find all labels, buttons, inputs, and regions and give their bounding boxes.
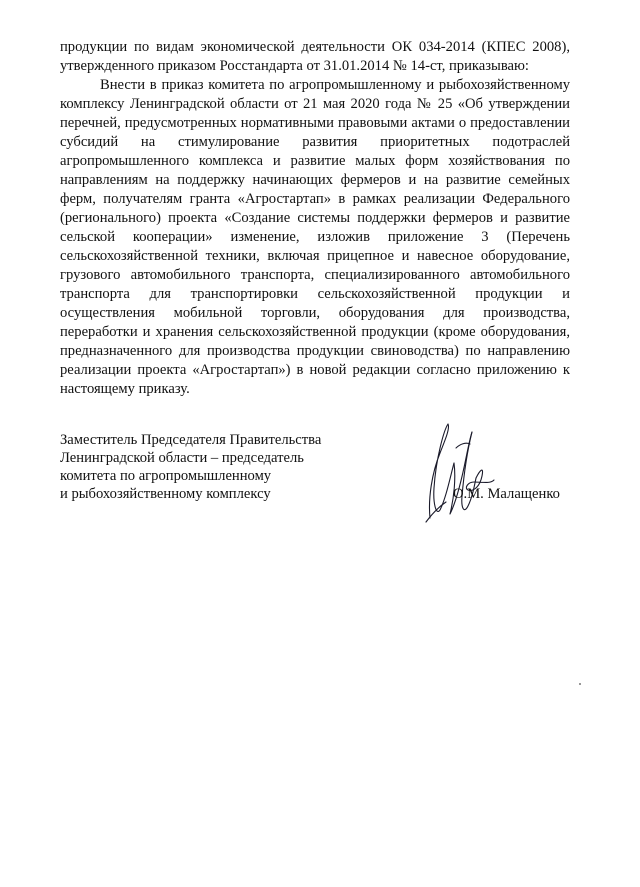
signatory-position (60, 431, 380, 503)
paragraph-intro: продукции по видам экономической деятельности ОК 034-2014 (КПЕС 2008), утвержденного приказом Росстандарта от 31.01.2014 № 14-ст, приказываю: (60, 39, 570, 74)
signer-name: О.М. Малащенко (453, 486, 560, 502)
document-body (60, 38, 570, 399)
position-line-3: комитета по агропромышленному (60, 468, 272, 484)
position-line-2: Ленинградской области – председатель (60, 450, 304, 466)
position-line-4: и рыбохозяйственному комплексу (60, 486, 271, 502)
scan-speck (579, 683, 581, 685)
paragraph-order: Внести в приказ комитета по агропромышленному и рыбохозяйственному комплексу Ленинградской области от 21 мая 2020 года № 25 «Об утверждении перечней, предусмотренных нормативными правовыми актами о предоставлении субсидий на стимулирование развития приоритетных подотраслей агропромышленного комплекса и развитие малых форм хозяйствования по направлениям на поддержку начинающих фермеров и на развитие семейных ферм, получателям гранта «Агростартап» в рамках реализации Федерального (регионального) проекта «Создание системы поддержки фермеров и развитие сельской кооперации» изменение, изложив приложение 3 (Перечень сельскохозяйственной техники, включая прицепное и навесное оборудование, грузового автомобильного транспорта, специализированного автомобильного транспорта для транспортировки сельскохозяйственной продукции и осуществления мобильной торговли, оборудования для производства, переработки и хранения сельскохозяйственной продукции (кроме оборудования, предназначенного для производства продукции свиноводства) по направлению реализации проекта «Агростартап») в новой редакции согласно приложению к настоящему приказу. (60, 77, 570, 397)
position-line-1: Заместитель Председателя Правительства (60, 432, 322, 448)
handwritten-signature (410, 418, 500, 528)
